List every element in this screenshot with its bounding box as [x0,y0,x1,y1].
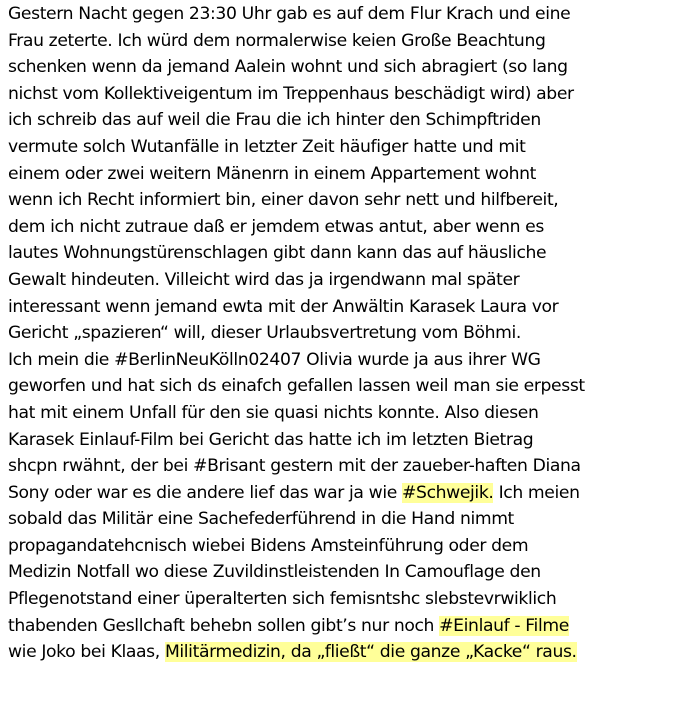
text-line [8,320,680,347]
text-segment: Pflegenotstand einer üperalterten sich femisntshc slebstevrwiklich [8,589,557,610]
text-segment: schenken wenn da jemand Aalein wohnt und sich abragiert (so lang [8,57,568,78]
text-line [8,533,680,560]
text-segment: wenn ich Recht informiert bin, einer davon sehr nett und hilfbereit, [8,190,559,211]
text-line [8,453,680,480]
text-line [8,373,680,400]
text-segment: wie Joko bei Klaas, [8,642,165,663]
text-segment: Sony oder war es die andere lief das war ja wie [8,482,403,503]
text-segment: shcpn rwähnt, der bei #Brisant gestern mit der zaueber-haften Diana [8,456,581,477]
text-segment: lautes Wohnungstürenschlagen gibt dann kann das auf häusliche [8,243,547,264]
highlighted-text: #Einlauf - Filme [439,615,569,636]
text-line [8,1,680,28]
text-line [8,214,680,241]
text-line [8,294,680,321]
text-segment: vermute solch Wutanfälle in letzter Zeit häufiger hatte und mit [8,136,526,157]
text-line [8,81,680,108]
text-line [8,400,680,427]
text-line [8,427,680,454]
text-line [8,134,680,161]
text-segment: sobald das Militär eine Sachefederführend in die Hand nimmt [8,509,514,530]
text-line [8,480,680,507]
text-segment: Ich meien [493,482,580,503]
text-segment: propagandatehcnisch wiebei Bidens Amsteinführung oder dem [8,535,529,556]
text-line [8,107,680,134]
text-segment: hat mit einem Unfall für den sie quasi nichts konnte. Also diesen [8,402,539,423]
text-segment: einem oder zwei weitern Mänenrn in einem Appartement wohnt [8,163,536,184]
text-line [8,28,680,55]
document-body [8,1,680,666]
text-segment: Gewalt hindeuten. Villeicht wird das ja irgendwann mal später [8,269,520,290]
text-line [8,54,680,81]
text-line [8,613,680,640]
text-line [8,559,680,586]
highlighted-text: Militärmedizin, da „fließt“ die ganze „Kacke“ raus. [164,642,577,663]
text-line [8,506,680,533]
text-line [8,161,680,188]
text-segment: Ich mein die #BerlinNeuKölln02407 Olivia wurde ja aus ihrer WG [8,349,541,370]
text-line [8,240,680,267]
text-segment: nichst vom Kollektiveigentum im Treppenhaus beschädigt wird) aber [8,83,574,104]
text-segment: Frau zeterte. Ich würd dem normalerwise keien Große Beachtung [8,30,546,51]
text-line [8,639,680,666]
highlighted-text: #Schwejik. [402,482,494,503]
text-segment: Medizin Notfall wo diese Zuvildinstleistenden In Camouflage den [8,562,541,583]
text-line [8,586,680,613]
text-segment: geworfen und hat sich ds einafch gefallen lassen weil man sie erpesst [8,376,585,397]
text-segment: interessant wenn jemand ewta mit der Anwältin Karasek Laura vor [8,296,559,317]
text-segment: dem ich nicht zutraue daß er jemdem etwas antut, aber wenn es [8,216,544,237]
text-segment: thabenden Gesllchaft behebn sollen gibt’s nur noch [8,615,440,636]
text-segment: ich schreib das auf weil die Frau die ich hinter den Schimpftriden [8,110,541,131]
text-segment: Gericht „spazieren“ will, dieser Urlaubsvertretung vom Böhmi. [8,323,522,344]
text-segment: Gestern Nacht gegen 23:30 Uhr gab es auf dem Flur Krach und eine [8,4,571,24]
text-line [8,187,680,214]
text-line [8,347,680,374]
text-line [8,267,680,294]
text-segment: Karasek Einlauf-Film bei Gericht das hatte ich im letzten Bietrag [8,429,534,450]
